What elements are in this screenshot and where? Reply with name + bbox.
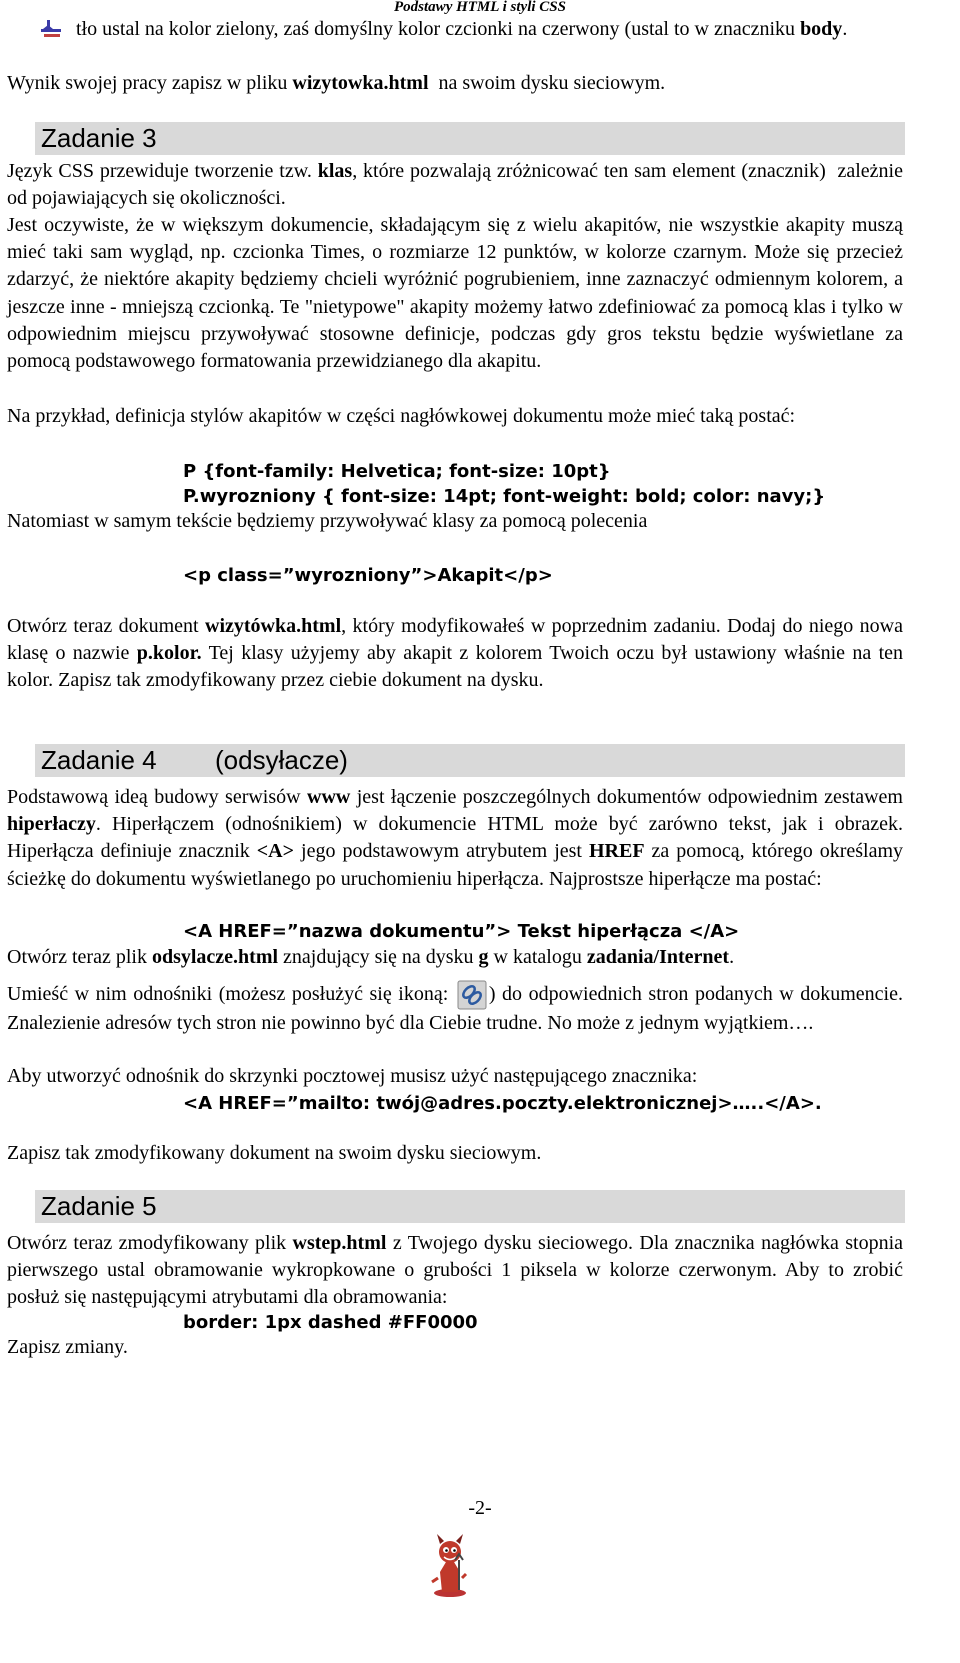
zadanie-4-heading-bar xyxy=(35,744,905,777)
zadanie-4-heading-text: Zadanie 4 xyxy=(41,745,157,775)
zadanie-4-paragraph xyxy=(7,784,903,893)
save-note xyxy=(7,70,903,97)
zadanie-4-save: Zapisz tak zmodyfikowany dokument na swoim dysku sieciowym. xyxy=(7,1142,542,1164)
intro-text: Język CSS przewiduje tworzenie tzw. xyxy=(7,160,318,182)
zadanie-4-heading-sub: (odsyłacze) xyxy=(215,745,348,775)
task-class: p.kolor. xyxy=(136,642,202,665)
zadanie-3-paragraph: Jest oczywiste, że w większym dokumencie, składającym się z wielu akapitów, nie wszystkie akapity muszą mieć taki sam wygląd, np. czcionka Times, o rozmiarze 12 punktów, w kolorze czarnym. Może się przecież zdarzyć, że niektóre akapity będziemy chcieli wyróżnić pogrubieniem, inne zaznaczyć odmiennym kolorem, a jeszcze inne - mniejszą czcionką. Te "nietypowe" akapity możemy łatwo zdefiniować za pomocą klas i tylko w odpowiednim miejscu przywoływać stosowne definicje, podczas gdy gros tekstu będzie wyświetlane za pomocą podstawowego formatowania przewidzianego dla akapitu. xyxy=(7,214,903,373)
p1-text-f: za pomocą, którego określamy ścieżkę do dokumentu wyświetlanego po uruchomieniu hiperłącza. Najprostsze hiperłącze ma postać: xyxy=(7,840,904,890)
zadanie-5-save: Zapisz zmiany. xyxy=(7,1336,128,1358)
p2-bold-folder: zadania/Internet xyxy=(586,946,730,968)
p1-text-e: jego podstawowym atrybutem jest xyxy=(294,840,589,863)
intro-bold: klas xyxy=(317,160,353,182)
task-text-1: Otwórz teraz dokument xyxy=(7,615,206,637)
task-text-2: , który modyfikowałeś w poprzednim zadaniu. Dodaj do niego nowa klasę o nazwie xyxy=(7,615,903,665)
devil-mascot-icon xyxy=(428,1522,472,1598)
p1-text-d: . Hiperłączem (odnośnikiem) w dokumencie HTML może być zarówno tekst, jak i obrazek. Hiperłącza definiuje znacznik xyxy=(7,813,903,863)
zadanie-4-open-file xyxy=(7,944,903,971)
page-number: -2- xyxy=(468,1497,492,1519)
bullet-paragraph xyxy=(76,16,904,43)
save-note-end: na swoim dysku sieciowym. xyxy=(428,72,666,94)
running-header: Podstawy HTML i styli CSS xyxy=(394,0,566,15)
code-mailto: <A HREF=”mailto: twój@adres.poczty.elektronicznej>…..</A>. xyxy=(183,1093,822,1114)
p2-text-c: znajdujący się na dysku xyxy=(278,946,479,968)
zadanie-3-usage-intro: Natomiast w samym tekście będziemy przywoływać klasy za pomocą polecenia xyxy=(7,510,648,532)
code-class-usage: <p class=”wyrozniony”>Akapit</p> xyxy=(183,565,553,586)
p2-bold-drive: g xyxy=(478,946,489,968)
code-border: border: 1px dashed #FF0000 xyxy=(183,1312,478,1333)
zadanie-3-heading-bar xyxy=(35,122,905,155)
zadanie-3-intro xyxy=(7,158,908,212)
p2-bold-file: odsylacze.html xyxy=(151,946,279,968)
z5-text-c: z Twojego dysku sieciowego. Dla znacznika nagłówka stopnia pierwszego ustal obramowanie wykropkowane o grubości 1 piksela w kolorze czerwonym. Aby to zrobić posłuż się następującymi atrybutami dla obramowania: xyxy=(7,1232,903,1309)
code-href-example: <A HREF=”nazwa dokumentu”> Tekst hiperłącza </A> xyxy=(183,921,740,942)
save-note-file: wizytowka.html xyxy=(292,72,429,94)
p3-text-b: ) do odpowiednich stron podanych w dokumencie. Znalezienie adresów tych stron nie powinno być dla Ciebie trudne. No może z jednym wyjątkiem…. xyxy=(7,983,903,1034)
p1-bold-www: www xyxy=(307,786,351,808)
p2-text-a: Otwórz teraz plik xyxy=(7,946,152,968)
zadanie-4-mail-intro: Aby utworzyć odnośnik do skrzynki pocztowej musisz użyć następującego znacznika: xyxy=(7,1065,698,1087)
p3-text-a: Umieść w nim odnośniki (możesz posłużyć się ikoną: xyxy=(7,983,455,1005)
arrow-bullet-icon xyxy=(40,19,62,39)
task-text-3: Tej klasy użyjemy aby akapit z kolorem Twoich oczu był ustawiony właśnie na ten kolor. Zapisz tak zmodyfikowany przez ciebie dokument na dysku. xyxy=(7,642,904,692)
zadanie-3-heading: Zadanie 3 xyxy=(41,123,157,153)
p1-bold-a-tag: <A> xyxy=(256,840,295,863)
save-note-text: Wynik swojej pracy zapisz w pliku xyxy=(7,72,293,94)
code-css-p: P {font-family: Helvetica; font-size: 10pt} xyxy=(183,461,611,482)
task-file: wizytówka.html xyxy=(205,615,342,637)
hyperlink-icon xyxy=(457,980,487,1010)
bullet-bold: body xyxy=(800,18,843,40)
bullet-text-end: . xyxy=(842,18,848,40)
bullet-text: tło ustal na kolor zielony, zaś domyślny kolor czcionki na czerwony (ustal to w znaczniku xyxy=(76,18,801,40)
zadanie-5-heading-bar xyxy=(35,1190,905,1223)
zadanie-4-links xyxy=(7,980,903,1037)
p1-text-a: Podstawową ideą budowy serwisów xyxy=(7,786,307,808)
z5-text-a: Otwórz teraz zmodyfikowany plik xyxy=(7,1232,293,1254)
zadanie-4-heading xyxy=(41,745,348,775)
p1-text-c: jest łączenie poszczególnych dokumentów odpowiednim zestawem xyxy=(350,786,903,808)
zadanie-5-paragraph xyxy=(7,1230,903,1312)
code-css-wyrozniony: P.wyrozniony { font-size: 14pt; font-weight: bold; color: navy;} xyxy=(183,486,826,507)
intro-text-end: , które pozwalają zróżnicować ten sam element (znacznik) zależnie od pojawiających się okoliczności. xyxy=(7,160,908,210)
p1-bold-hiperlaczy: hiperłaczy xyxy=(7,813,96,836)
zadanie-3-example-intro: Na przykład, definicja stylów akapitów w części nagłówkowej dokumentu może mieć taką postać: xyxy=(7,405,796,427)
p2-text-e: . xyxy=(729,946,735,968)
p1-bold-href: HREF xyxy=(588,840,645,863)
zadanie-3-task xyxy=(7,613,903,695)
p2-text-d: w katalogu xyxy=(488,946,587,968)
zadanie-5-heading: Zadanie 5 xyxy=(41,1191,157,1221)
z5-bold-file: wstep.html xyxy=(292,1232,387,1254)
